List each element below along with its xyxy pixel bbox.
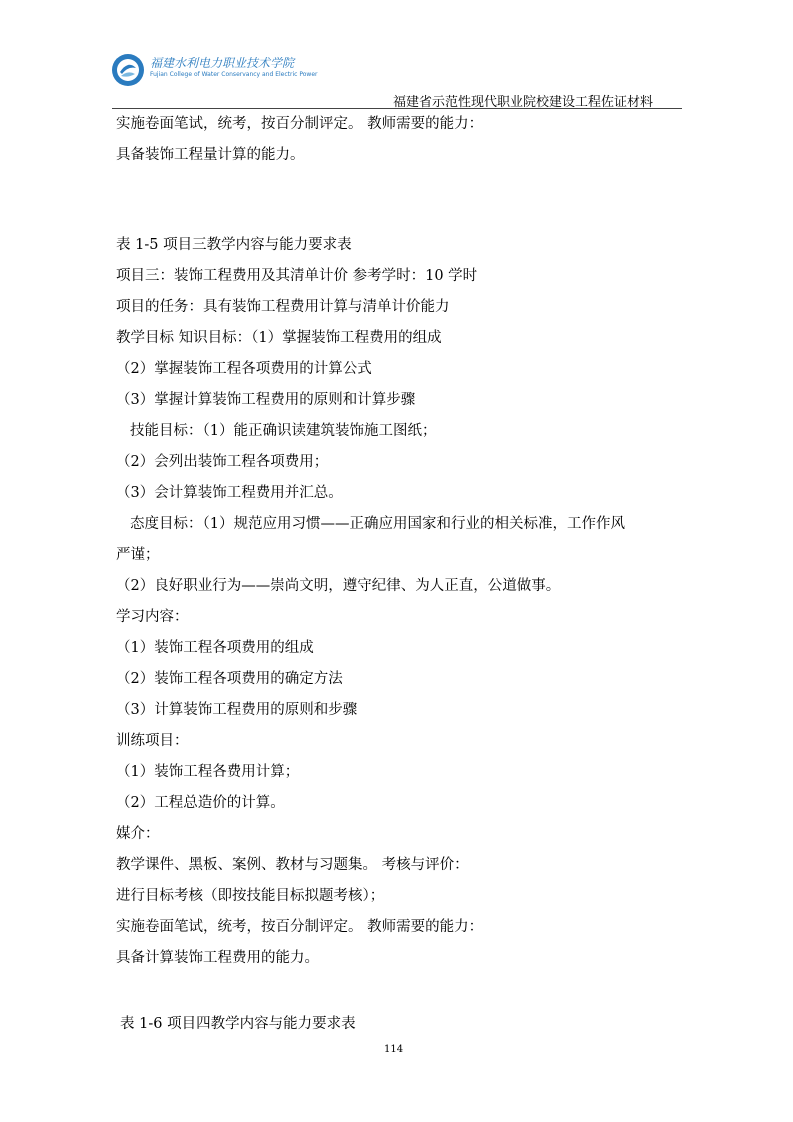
text-line: 态度目标：（1）规范应用习惯——正确应用国家和行业的相关标准，工作作风 — [130, 516, 625, 532]
college-emblem-icon — [110, 52, 146, 88]
text-line: 技能目标：（1）能正确识读建筑装饰施工图纸； — [130, 423, 437, 439]
text-line: 项目的任务：具有装饰工程费用计算与清单计价能力 — [116, 299, 450, 315]
text-line: 实施卷面笔试，统考，按百分制评定。 教师需要的能力： — [116, 919, 484, 935]
text-line: 教学目标 知识目标：（1）掌握装饰工程费用的组成 — [116, 330, 442, 346]
table-caption: 表 1-6 项目四教学内容与能力要求表 — [120, 1016, 356, 1032]
text-line: （1）装饰工程各费用计算； — [116, 764, 300, 780]
text-line: （1）装饰工程各项费用的组成 — [116, 640, 314, 656]
text-line: （2）会列出装饰工程各项费用； — [116, 454, 329, 470]
page-number: 114 — [384, 1044, 404, 1055]
text-line: 训练项目： — [116, 733, 189, 749]
text-line: 项目三：装饰工程费用及其清单计价 参考学时：10 学时 — [116, 268, 478, 284]
text-line: （2）工程总造价的计算。 — [116, 795, 285, 811]
text-line: 学习内容： — [116, 609, 189, 625]
text-line: 具备计算装饰工程费用的能力。 — [116, 950, 319, 966]
text-line: （2）掌握装饰工程各项费用的计算公式 — [116, 361, 372, 377]
college-logo — [110, 50, 318, 92]
text-line: （3）计算装饰工程费用的原则和步骤 — [116, 702, 358, 718]
logo-college-name-en: Fujian College of Water Conservancy and Electric Power — [150, 71, 318, 78]
text-line: （2）装饰工程各项费用的确定方法 — [116, 671, 343, 687]
text-line: 严谨； — [116, 547, 160, 563]
text-line: （2）良好职业行为——崇尚文明，遵守纪律、为人正直，公道做事。 — [116, 578, 561, 594]
table-caption: 表 1-5 项目三教学内容与能力要求表 — [116, 237, 352, 253]
text-line: 媒介： — [116, 826, 160, 842]
document-title: 福建省示范性现代职业院校建设工程佐证材料 — [393, 95, 654, 110]
text-line: 具备装饰工程量计算的能力。 — [116, 147, 305, 163]
text-line: （3）会计算装饰工程费用并汇总。 — [116, 485, 343, 501]
text-line: （3）掌握计算装饰工程费用的原则和计算步骤 — [116, 392, 416, 408]
logo-college-name: 福建水利电力职业技术学院 — [150, 56, 295, 70]
text-line: 实施卷面笔试，统考，按百分制评定。 教师需要的能力： — [116, 116, 484, 132]
header-divider — [112, 108, 682, 109]
text-line: 进行目标考核（即按技能目标拟题考核）； — [116, 888, 385, 904]
text-line: 教学课件、黑板、案例、教材与习题集。 考核与评价： — [116, 857, 469, 873]
